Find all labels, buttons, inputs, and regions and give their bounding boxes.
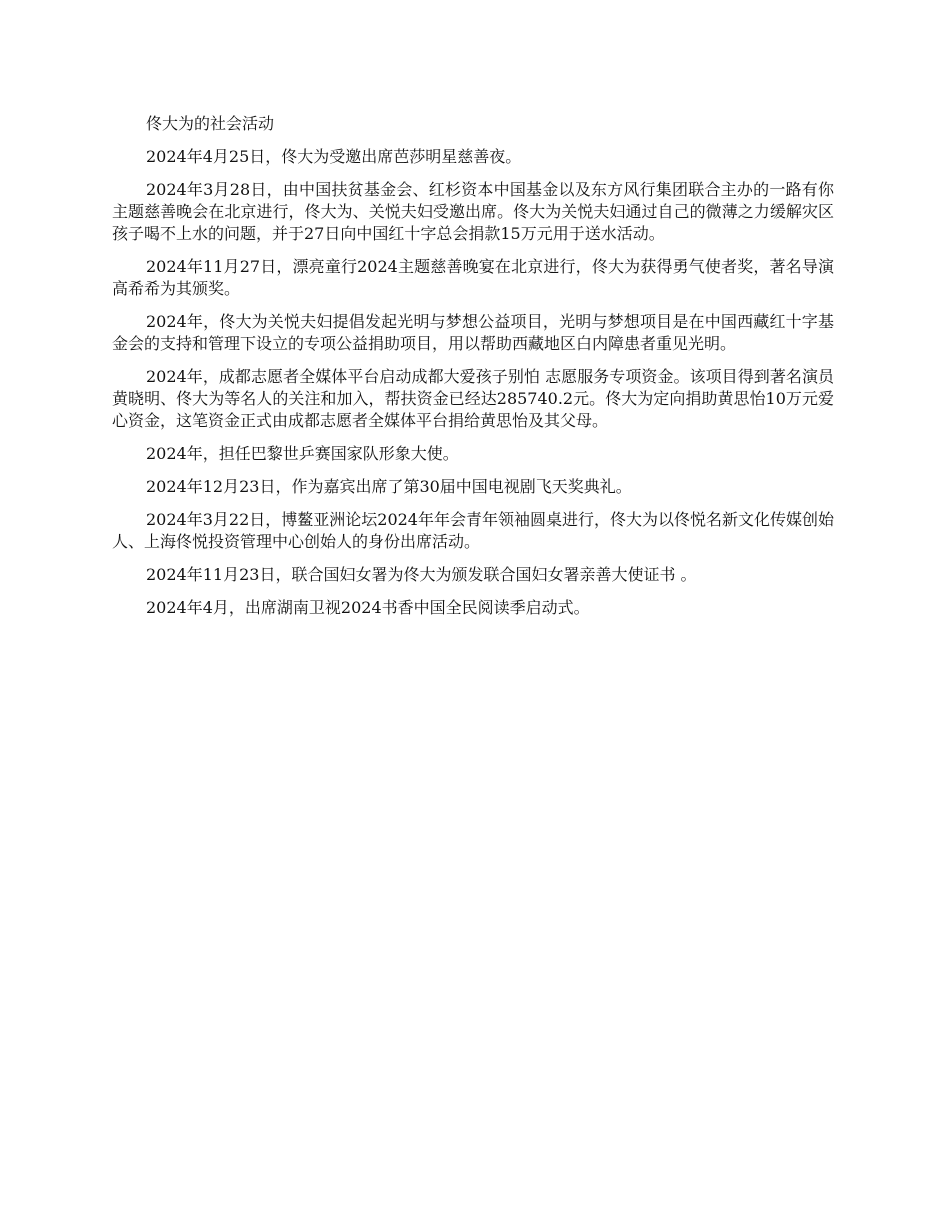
paragraph: 2024年，担任巴黎世乒赛国家队形象大使。 bbox=[146, 444, 459, 463]
paragraph: 2024年，成都志愿者全媒体平台启动成都大爱孩子别怕 志愿服务专项资金。该项目得到著名演员黄晓明、佟大为等名人的关注和加入，帮扶资金已经达285740.2元。佟大为定向捐助黄思怡10万元爱心资金，这笔资金正式由成都志愿者全媒体平台捐给黄思怡及其父母。 bbox=[112, 367, 834, 430]
paragraph: 2024年4月，出席湖南卫视2024书香中国全民阅读季启动式。 bbox=[146, 598, 590, 617]
paragraph: 2024年12月23日，作为嘉宾出席了第30届中国电视剧飞天奖典礼。 bbox=[146, 477, 632, 496]
paragraph: 2024年3月28日，由中国扶贫基金会、红杉资本中国基金以及东方风行集团联合主办的一路有你主题慈善晚会在北京进行，佟大为、关悦夫妇受邀出席。佟大为关悦夫妇通过自己的微薄之力缓解灾区孩子喝不上水的问题，并于27日向中国红十字总会捐款15万元用于送水活动。 bbox=[112, 180, 834, 243]
document-title: 佟大为的社会活动 bbox=[146, 114, 275, 133]
document-page bbox=[112, 113, 834, 630]
paragraph: 2024年4月25日，佟大为受邀出席芭莎明星慈善夜。 bbox=[146, 147, 522, 166]
paragraph: 2024年，佟大为关悦夫妇提倡发起光明与梦想公益项目，光明与梦想项目是在中国西藏红十字基金会的支持和管理下设立的专项公益捐助项目，用以帮助西藏地区白内障患者重见光明。 bbox=[112, 312, 834, 353]
paragraph: 2024年11月23日，联合国妇女署为佟大为颁发联合国妇女署亲善大使证书 。 bbox=[146, 565, 697, 584]
paragraph: 2024年11月27日，漂亮童行2024主题慈善晚宴在北京进行，佟大为获得勇气使者奖，著名导演高希希为其颁奖。 bbox=[112, 257, 834, 298]
paragraph: 2024年3月22日，博鳌亚洲论坛2024年年会青年领袖圆桌进行，佟大为以佟悦名新文化传媒创始人、上海佟悦投资管理中心创始人的身份出席活动。 bbox=[112, 510, 834, 551]
